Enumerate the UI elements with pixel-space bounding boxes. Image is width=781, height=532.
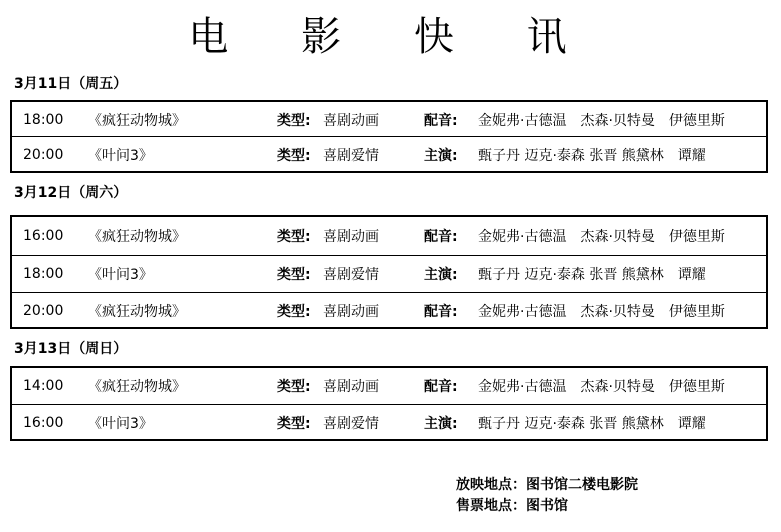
cast-value: 金妮弗·古德温 杰森·贝特曼 伊德里斯 <box>478 378 725 395</box>
genre-label: 类型: <box>277 228 311 245</box>
genre-label: 类型: <box>277 112 311 129</box>
movie-title: 《疯狂动物城》 <box>88 228 186 245</box>
showtime: 16:00 <box>23 227 64 244</box>
movie-title: 《疯狂动物城》 <box>88 378 186 395</box>
cast-value: 金妮弗·古德温 杰森·贝特曼 伊德里斯 <box>478 303 725 320</box>
cast-label: 主演: <box>424 266 458 283</box>
movie-title: 《疯狂动物城》 <box>88 112 186 129</box>
showtime: 20:00 <box>23 302 64 319</box>
cast-label: 主演: <box>424 147 458 164</box>
genre-label: 类型: <box>277 415 311 432</box>
movie-title: 《叶问3》 <box>88 147 153 164</box>
genre-label: 类型: <box>277 303 311 320</box>
table-row <box>12 102 766 137</box>
schedule-table <box>10 215 768 329</box>
genre-value: 喜剧爱情 <box>323 415 379 432</box>
cast-value: 甄子丹 迈克·泰森 张晋 熊黛林 谭耀 <box>478 147 706 164</box>
cast-label: 配音: <box>424 303 458 320</box>
cast-label: 配音: <box>424 228 458 245</box>
venue-info: 放映地点：图书馆二楼电影院 <box>456 477 638 493</box>
cast-label: 主演: <box>424 415 458 432</box>
movie-title: 《叶问3》 <box>88 266 153 283</box>
cast-value: 金妮弗·古德温 杰森·贝特曼 伊德里斯 <box>478 228 725 245</box>
genre-value: 喜剧动画 <box>323 303 379 320</box>
day-heading: 3月13日（周日） <box>14 341 128 357</box>
day-heading: 3月11日（周五） <box>14 76 128 92</box>
genre-label: 类型: <box>277 147 311 164</box>
table-row <box>12 405 766 440</box>
showtime: 20:00 <box>23 146 64 163</box>
movie-title: 《疯狂动物城》 <box>88 303 186 320</box>
table-row <box>12 137 766 172</box>
showtime: 18:00 <box>23 265 64 282</box>
cast-value: 甄子丹 迈克·泰森 张晋 熊黛林 谭耀 <box>478 415 706 432</box>
day-heading: 3月12日（周六） <box>14 185 128 201</box>
cast-value: 甄子丹 迈克·泰森 张晋 熊黛林 谭耀 <box>478 266 706 283</box>
genre-value: 喜剧动画 <box>323 112 379 129</box>
ticket-info: 售票地点：图书馆 <box>456 498 568 514</box>
table-row <box>12 256 766 291</box>
table-row <box>12 293 766 328</box>
schedule-table <box>10 100 768 173</box>
movie-title: 《叶问3》 <box>88 415 153 432</box>
cast-label: 配音: <box>424 112 458 129</box>
showtime: 16:00 <box>23 414 64 431</box>
genre-value: 喜剧动画 <box>323 228 379 245</box>
genre-value: 喜剧爱情 <box>323 266 379 283</box>
cast-label: 配音: <box>424 378 458 395</box>
table-row <box>12 218 766 253</box>
schedule-table <box>10 366 768 441</box>
genre-label: 类型: <box>277 378 311 395</box>
table-row <box>12 368 766 403</box>
cast-value: 金妮弗·古德温 杰森·贝特曼 伊德里斯 <box>478 112 725 129</box>
page-title: 电 影 快 讯 <box>188 14 597 60</box>
genre-value: 喜剧爱情 <box>323 147 379 164</box>
genre-value: 喜剧动画 <box>323 378 379 395</box>
genre-label: 类型: <box>277 266 311 283</box>
showtime: 14:00 <box>23 377 64 394</box>
showtime: 18:00 <box>23 111 64 128</box>
